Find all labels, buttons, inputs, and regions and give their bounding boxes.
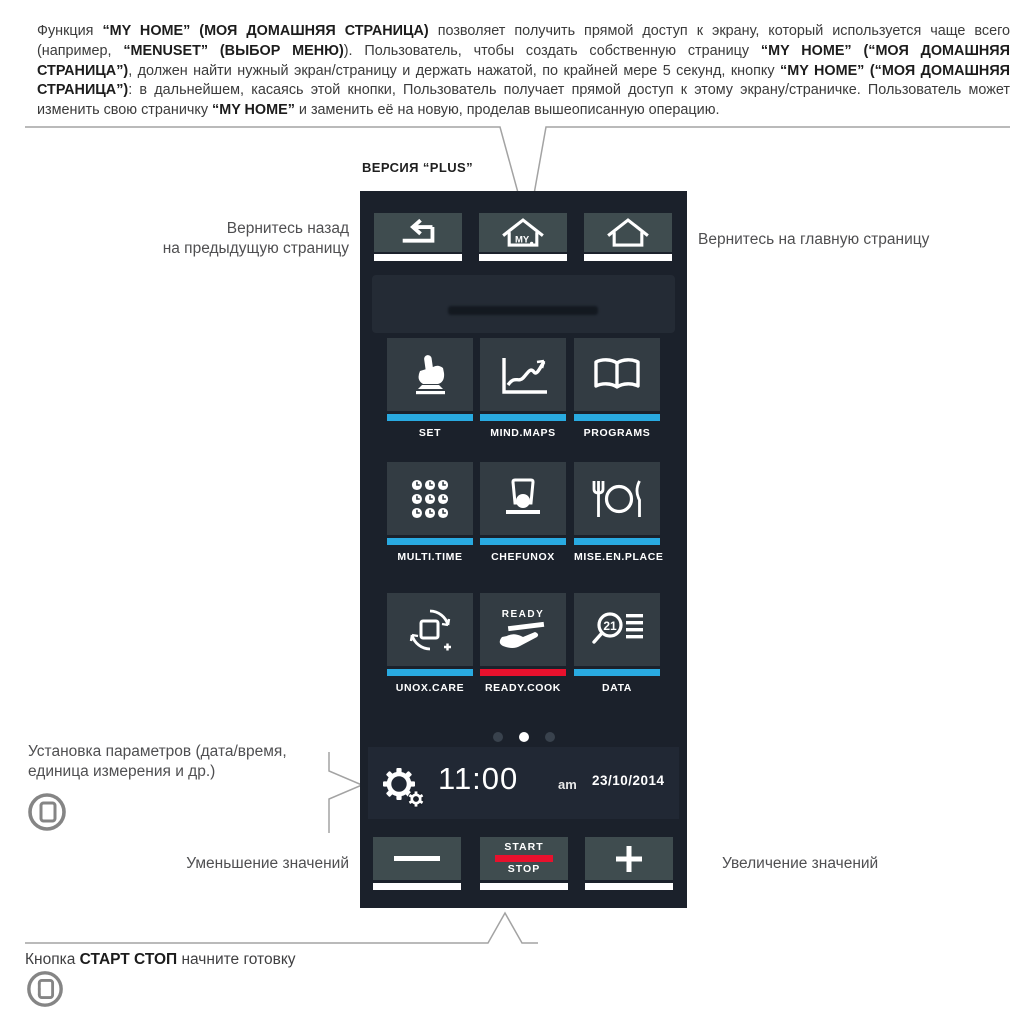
settings-button[interactable] <box>382 767 426 814</box>
plus-icon <box>607 840 651 878</box>
manual-ref-icon <box>26 970 64 1013</box>
tile-label: CHEFUNOX <box>491 551 555 563</box>
tile-label: DATA <box>601 682 632 694</box>
minus-icon <box>394 856 440 861</box>
callout-increase: Увеличение значений <box>722 855 879 872</box>
page-indicator <box>360 729 687 747</box>
tile-label: READY.COOK <box>484 682 561 694</box>
mind-maps-icon <box>493 351 553 399</box>
tile-mise-en-place[interactable] <box>574 462 664 563</box>
tile-chefunox[interactable] <box>480 462 566 563</box>
my-home-text: MY <box>515 234 530 245</box>
set-icon <box>400 351 460 399</box>
tile-accent-bar <box>480 414 566 421</box>
tile-accent-bar <box>574 538 660 545</box>
tile-multi-time[interactable] <box>387 462 473 563</box>
back-icon <box>388 216 448 250</box>
page-dot[interactable] <box>493 732 503 742</box>
tile-set[interactable] <box>387 338 473 439</box>
version-label: ВЕРСИЯ “PLUS” <box>362 160 473 175</box>
tile-ready-cook[interactable] <box>480 593 566 694</box>
gear-icon <box>382 767 426 809</box>
unox-care-icon <box>400 606 460 654</box>
my-home-icon <box>493 214 553 252</box>
data-icon <box>587 606 647 654</box>
clock-time: 11:00 <box>438 761 519 796</box>
tile-data[interactable] <box>574 593 660 694</box>
notebook-icon <box>26 970 64 1008</box>
home-button[interactable] <box>584 213 672 252</box>
tile-label: MULTI.TIME <box>397 551 463 563</box>
tile-label: MIND.MAPS <box>490 427 556 439</box>
back-button-underline <box>374 254 462 261</box>
ready-text: READY <box>501 608 545 620</box>
callout-back: Вернитесь назад на предыдущую страницу <box>162 220 349 257</box>
tile-accent-bar <box>480 538 566 545</box>
page-dot-active[interactable] <box>519 732 529 742</box>
manual-ref-icon <box>27 792 67 837</box>
callout-settings: Установка параметров (дата/время, единица измерения и др.) <box>28 743 287 780</box>
tile-label: SET <box>418 427 442 439</box>
back-button[interactable] <box>374 213 462 252</box>
stop-label: STOP <box>507 863 541 875</box>
start-stop-button-underline <box>480 883 568 890</box>
start-stop-button[interactable] <box>480 837 568 880</box>
callout-decrease: Уменьшение значений <box>186 855 349 872</box>
faded-header-area <box>372 275 675 333</box>
clock-date: 23/10/2014 <box>592 773 665 788</box>
tile-accent-bar <box>480 669 566 676</box>
tile-accent-bar <box>387 414 473 421</box>
data-badge-text: 21 <box>603 618 617 633</box>
increase-button-underline <box>585 883 673 890</box>
my-home-button-underline <box>479 254 567 261</box>
start-stop-red-bar <box>495 855 553 862</box>
home-icon <box>598 214 658 252</box>
home-button-underline <box>584 254 672 261</box>
tile-unox-care[interactable] <box>387 593 473 694</box>
tile-mind-maps[interactable] <box>480 338 566 439</box>
ready-cook-icon <box>493 621 553 651</box>
multi-time-icon <box>402 475 458 523</box>
clock-meridiem: am <box>558 777 577 792</box>
tile-accent-bar <box>574 414 660 421</box>
callout-home: Вернитесь на главную страницу <box>698 231 930 248</box>
tile-label: PROGRAMS <box>583 427 651 439</box>
mise-en-place-icon <box>587 475 647 523</box>
tile-accent-bar <box>574 669 660 676</box>
tile-label: MISE.EN.PLACE <box>574 551 664 563</box>
intro-paragraph: Функция “MY HOME” (МОЯ ДОМАШНЯЯ СТРАНИЦА) позволяет получить прямой доступ к экрану, который используется чаще всего (например, “MENUSET” (ВЫБОР МЕНЮ)). Пользователь, чтобы создать собственную страницу “MY HOME” (“МОЯ ДОМАШНЯЯ СТРАНИЦА”), должен найти нужный экран/страницу и держать нажатой, по крайней мере 5 секунд, кнопку “MY HOME” (“МОЯ ДОМАШНЯЯ СТРАНИЦА”): в дальнейшем, касаясь этой кнопки, Пользователь получает прямой доступ к этому экрану/страничке. Пользователь может изменить свою страничку “MY HOME” и заменить её на новую, проделав вышеописанную операцию. <box>37 23 1011 118</box>
programs-icon <box>587 351 647 399</box>
tile-accent-bar <box>387 538 473 545</box>
page-dot[interactable] <box>545 732 555 742</box>
chefunox-icon <box>493 475 553 523</box>
increase-button[interactable] <box>585 837 673 880</box>
tile-programs[interactable] <box>574 338 660 439</box>
notebook-icon <box>27 792 67 832</box>
tile-accent-bar <box>387 669 473 676</box>
decrease-button-underline <box>373 883 461 890</box>
my-home-button[interactable] <box>479 213 567 252</box>
decrease-button[interactable] <box>373 837 461 880</box>
start-stop-note: Кнопка СТАРТ СТОП начните готовку <box>25 951 296 968</box>
faded-text-smudge <box>448 306 598 315</box>
tile-label: UNOX.CARE <box>395 682 465 694</box>
oven-touch-panel <box>360 191 687 908</box>
start-label: START <box>504 841 544 853</box>
